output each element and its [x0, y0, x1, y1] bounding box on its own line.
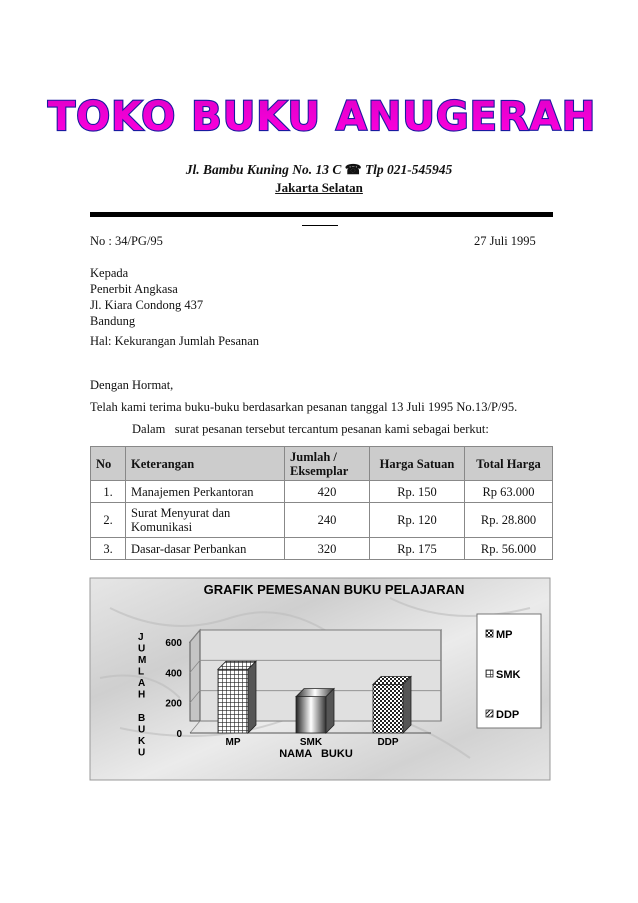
y-label-letter: U: [138, 747, 146, 759]
y-tick-label: 0: [176, 729, 182, 740]
y-label-letter: U: [138, 643, 146, 655]
subject-line: Hal: Kekurangan Jumlah Pesanan: [90, 334, 260, 348]
cell-desc: Surat Menyurat dan Komunikasi: [126, 503, 285, 538]
bar-side: [248, 661, 256, 733]
phone-icon: ☎: [344, 162, 362, 177]
y-label-letter: H: [138, 689, 146, 701]
cell-no: 2.: [91, 503, 126, 538]
table-header-row: [91, 447, 553, 481]
header-rule: [90, 212, 553, 217]
paragraph-2: Dalam surat pesanan tersebut tercantum pesanan kami sebagai berkut:: [132, 422, 489, 436]
y-tick-label: 200: [165, 698, 182, 710]
bar-side: [326, 689, 334, 733]
bar-front: [373, 684, 403, 733]
y-label-letter: L: [138, 666, 145, 678]
recipient-block: [90, 265, 203, 329]
y-label-letter: B: [138, 713, 146, 724]
table-row: [91, 481, 553, 503]
x-tick-label: MP: [225, 737, 241, 748]
chart-title: GRAFIK PEMESANAN BUKU PELAJARAN: [203, 582, 465, 597]
cell-no: 1.: [91, 481, 126, 503]
legend-swatch: [486, 710, 493, 717]
legend-entry: MP: [496, 629, 513, 641]
chart-x-label: NAMA BUKU: [279, 748, 353, 760]
store-title-text: TOKO BUKU ANUGERAH: [47, 94, 597, 140]
table-row: [91, 503, 553, 538]
recipient-city: Bandung: [90, 314, 136, 328]
cell-qty: 320: [285, 538, 370, 560]
y-tick-label: 600: [165, 638, 182, 649]
order-chart: [90, 578, 550, 780]
letter-date: 27 Juli 1995: [474, 234, 536, 248]
bar-front: [296, 697, 326, 733]
bar-mp: [218, 661, 256, 733]
legend-swatch: [486, 630, 493, 637]
y-label-letter: K: [138, 736, 146, 747]
y-label-letter: A: [138, 678, 146, 689]
header-harga-satuan: Harga Satuan: [370, 447, 465, 481]
plot-side-wall: [190, 630, 200, 721]
cell-total: Rp. 56.000: [465, 538, 553, 560]
cell-total: Rp 63.000: [465, 481, 553, 503]
store-title: [47, 82, 597, 144]
legend-swatch: [486, 670, 493, 677]
greeting: Dengan Hormat,: [90, 378, 174, 392]
recipient-name: Penerbit Angkasa: [90, 282, 178, 296]
recipient-street: Jl. Kiara Condong 437: [90, 298, 204, 312]
y-tick-label: 400: [165, 668, 182, 680]
x-tick-label: SMK: [299, 737, 323, 748]
table-row: [91, 538, 553, 560]
y-label-letter: J: [138, 632, 144, 643]
cell-price: Rp. 150: [370, 481, 465, 503]
header-no: No: [91, 447, 126, 481]
phone-text: Tlp 021-545945: [364, 162, 453, 177]
header-total-harga: Total Harga: [465, 447, 553, 481]
cell-desc: Manajemen Perkantoran: [126, 481, 285, 503]
y-label-letter: M: [138, 655, 147, 666]
letter-number: No : 34/PG/95: [90, 234, 163, 248]
cell-total: Rp. 28.800: [465, 503, 553, 538]
bar-smk: [296, 689, 334, 733]
header-jumlah: Jumlah / Eksemplar: [285, 447, 370, 481]
to-label: Kepada: [90, 266, 129, 280]
cell-desc: Dasar-dasar Perbankan: [126, 538, 285, 560]
chart-legend: [477, 614, 541, 728]
address-text: Jl. Bambu Kuning No. 13 C: [185, 162, 342, 177]
y-label-letter: U: [138, 724, 146, 736]
cell-qty: 240: [285, 503, 370, 538]
short-rule: [302, 225, 338, 226]
header-keterangan: Keterangan: [126, 447, 285, 481]
address-line: [0, 162, 638, 178]
chart-y-label: [138, 632, 146, 759]
order-table: [90, 446, 553, 560]
city-line: Jakarta Selatan: [275, 180, 363, 195]
legend-entry: DDP: [496, 709, 520, 721]
legend-entry: SMK: [496, 669, 521, 681]
paragraph-1: Telah kami terima buku-buku berdasarkan pesanan tanggal 13 Juli 1995 No.13/P/95.: [90, 400, 518, 414]
cell-qty: 420: [285, 481, 370, 503]
bar-side: [403, 676, 411, 733]
cell-price: Rp. 175: [370, 538, 465, 560]
cell-no: 3.: [91, 538, 126, 560]
bar-front: [218, 669, 248, 733]
bar-ddp: [373, 676, 411, 733]
x-tick-label: DDP: [377, 737, 399, 748]
cell-price: Rp. 120: [370, 503, 465, 538]
